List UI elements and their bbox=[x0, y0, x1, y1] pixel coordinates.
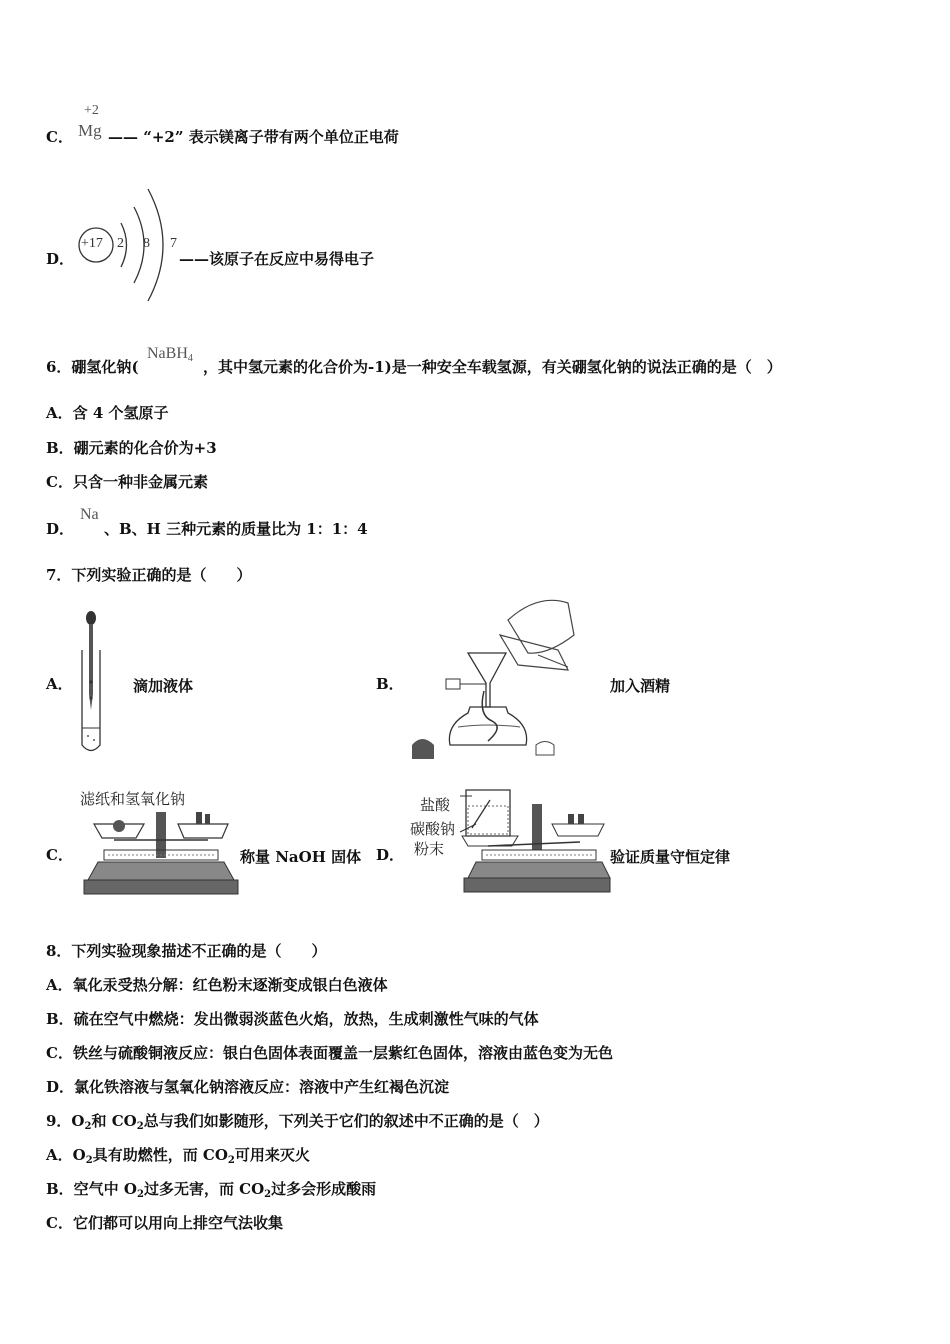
q9-option-c: C．它们都可以用向上排空气法收集 bbox=[46, 1214, 283, 1232]
q6-stem-start: 6．硼氢化钠( bbox=[46, 358, 139, 376]
alcohol-lamp-funnel-figure bbox=[408, 595, 578, 765]
q8-option-c: C．铁丝与硫酸铜液反应：银白色固体表面覆盖一层紫红色固体，溶液由蓝色变为无色 bbox=[46, 1044, 613, 1062]
shell-electrons-3: 7 bbox=[170, 236, 177, 251]
q8-option-d: D．氯化铁溶液与氢氧化钠溶液反应：溶液中产生红褐色沉淀 bbox=[46, 1078, 450, 1096]
q7-option-d-caption: 验证质量守恒定律 bbox=[610, 848, 731, 866]
q5-option-d-text: ——该原子在反应中易得电子 bbox=[179, 250, 375, 268]
q7-option-c-caption: 称量 NaOH 固体 bbox=[240, 848, 362, 866]
q5-option-d: D． bbox=[46, 250, 75, 268]
q7-option-a-label: A． bbox=[46, 675, 73, 693]
shell-electrons-2: 8 bbox=[143, 236, 150, 251]
q7-option-b-caption: 加入酒精 bbox=[610, 677, 671, 695]
balance-figure-d bbox=[460, 784, 610, 898]
formula: NaBH$_4$ bbox=[147, 345, 193, 364]
q7-option-c-label: C． bbox=[46, 846, 73, 864]
q6-option-b: B．硼元素的化合价为+3 bbox=[46, 439, 217, 457]
q7-stem: 7．下列实验正确的是（ ） bbox=[46, 566, 252, 584]
figure-label-filter-paper: 滤纸和氢氧化钠 bbox=[80, 790, 186, 808]
figure-label-hydrochloric-acid: 盐酸 bbox=[420, 796, 451, 814]
q6-option-a: A．含 4 个氢原子 bbox=[46, 404, 169, 422]
q6-option-d-text: 、B、H 三种元素的质量比为 1：1：4 bbox=[104, 520, 368, 538]
shell-electrons-1: 2 bbox=[117, 236, 124, 251]
q7-option-a-caption: 滴加液体 bbox=[133, 677, 194, 695]
q8-stem: 8．下列实验现象描述不正确的是（ ） bbox=[46, 942, 327, 960]
q9-stem: 9．$O_2$和 $CO_2$总与我们如影随形，下列关于它们的叙述中不正确的是（ ） bbox=[46, 1112, 549, 1132]
element-symbol-na: Na bbox=[80, 506, 99, 523]
dropper-test-tube-figure bbox=[74, 610, 114, 760]
charge-superscript: +2 bbox=[84, 103, 99, 118]
q5-option-c-text: —— “+2” 表示镁离子带有两个单位正电荷 bbox=[108, 128, 399, 146]
q6-stem-end: ，其中氢元素的化合价为-1)是一种安全车载氢源，有关硼氢化钠的说法正确的是（ ） bbox=[203, 358, 782, 376]
q5-option-c bbox=[46, 128, 73, 146]
balance-figure-c bbox=[74, 806, 242, 902]
nucleus-charge: +17 bbox=[81, 236, 103, 251]
q8-option-a: A．氧化汞受热分解：红色粉末逐渐变成银白色液体 bbox=[46, 976, 388, 994]
q6-option-c: C．只含一种非金属元素 bbox=[46, 473, 208, 491]
figure-label-sodium-carbonate: 碳酸钠 bbox=[410, 820, 456, 838]
q7-option-d-label: D． bbox=[376, 846, 405, 864]
element-symbol: Mg bbox=[78, 121, 102, 140]
figure-label-powder: 粉末 bbox=[414, 840, 445, 858]
q9-option-a: A．$O_2$具有助燃性，而 $CO_2$可用来灭火 bbox=[46, 1146, 310, 1166]
q7-option-b-label: B． bbox=[376, 675, 404, 693]
q6-option-d-label: D． bbox=[46, 520, 75, 538]
q9-option-b: B．空气中 $O_2$过多无害，而 $CO_2$过多会形成酸雨 bbox=[46, 1180, 377, 1200]
q8-option-b: B．硫在空气中燃烧：发出微弱淡蓝色火焰，放热，生成刺激性气味的气体 bbox=[46, 1010, 539, 1028]
option-label: C． bbox=[46, 128, 73, 146]
